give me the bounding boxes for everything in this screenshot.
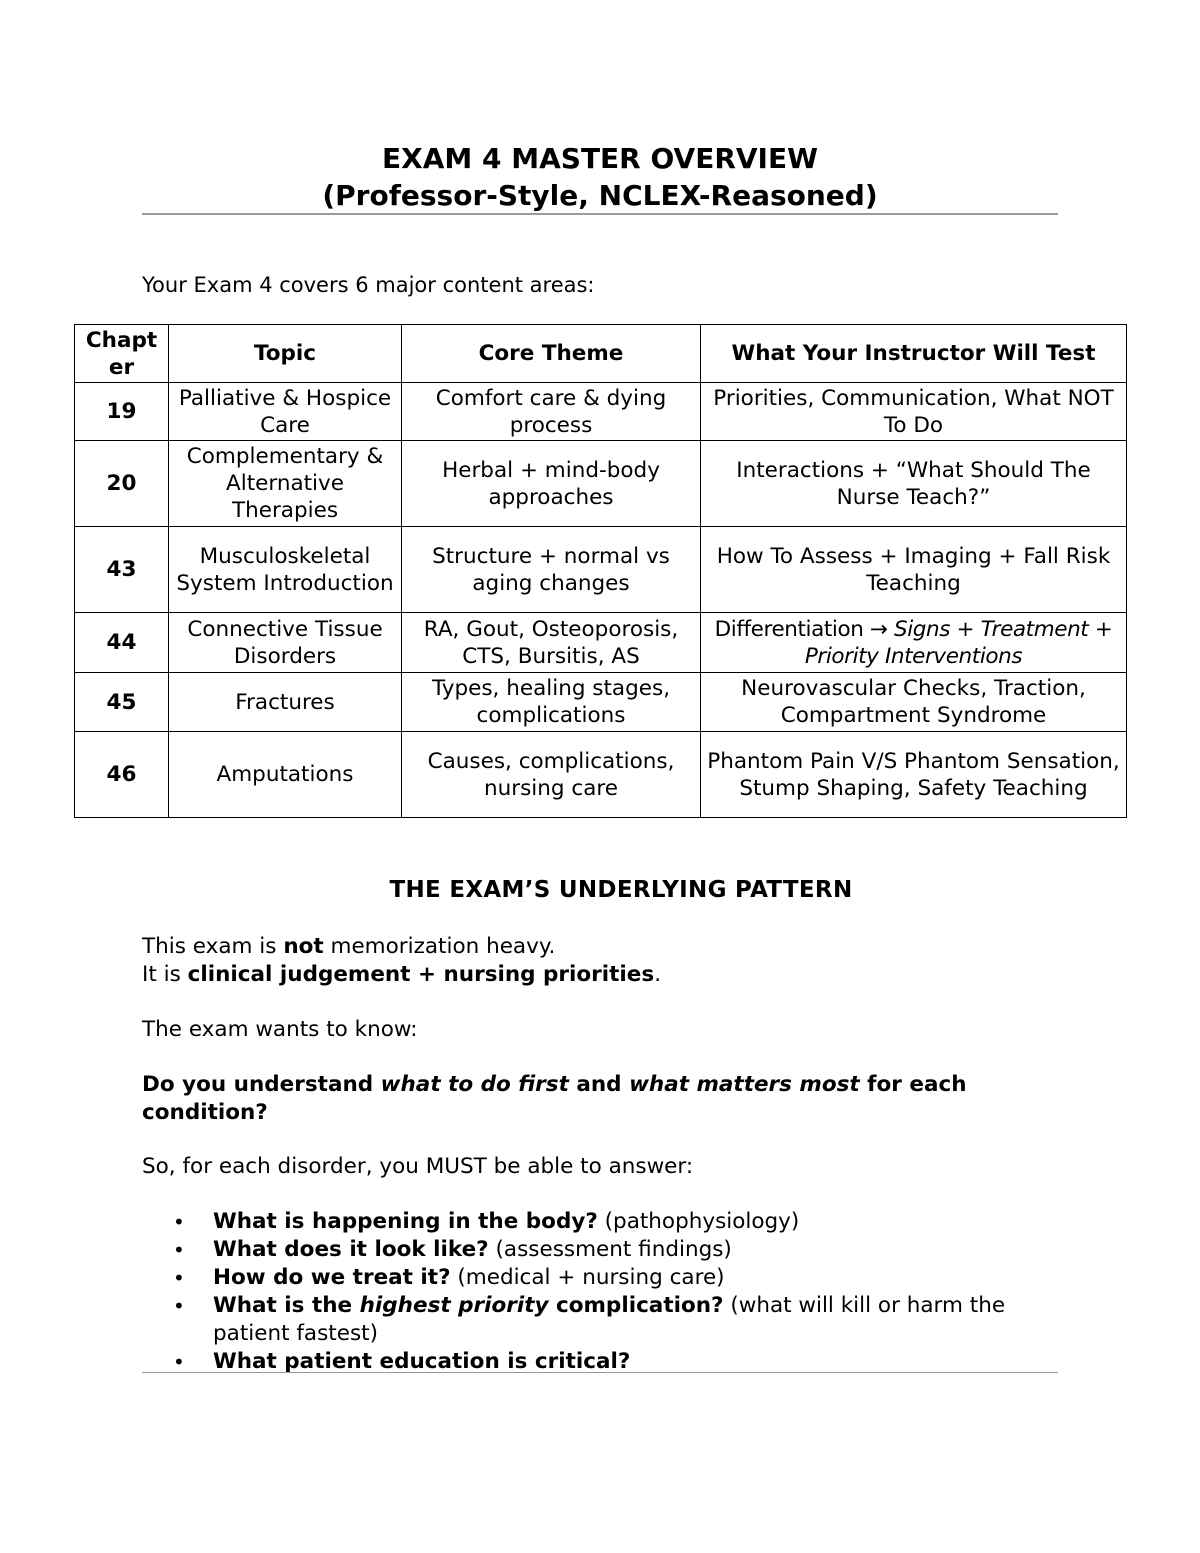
line-2-pre: It is	[142, 962, 188, 987]
must-answer-text: So, for each disorder, you MUST be able to answer:	[142, 1154, 694, 1179]
list-item	[142, 1264, 1058, 1292]
instructor-test-cell: Phantom Pain V/S Phantom Sensation, Stump Shaping, Safety Teaching	[701, 732, 1127, 818]
line-2-post: .	[654, 962, 662, 987]
instructor-test-cell: Neurovascular Checks, Traction, Compartment Syndrome	[701, 673, 1127, 732]
question-part-4: what matters most	[629, 1072, 860, 1097]
bullet-rest: (what will kill or harm the patient fastest)	[213, 1293, 1006, 1346]
chapter-cell: 19	[75, 383, 169, 441]
bullet-bold-pre: What is the	[213, 1293, 360, 1318]
table-header-row	[75, 325, 1127, 383]
bullet: •	[173, 1210, 185, 1234]
core-theme-cell: Causes, complications, nursing care	[402, 732, 701, 818]
bullet: •	[173, 1350, 185, 1374]
list-item	[142, 1236, 1058, 1264]
line-1-post: memorization heavy.	[323, 934, 556, 959]
topic-cell: Amputations	[169, 732, 402, 818]
chapter-cell: 46	[75, 732, 169, 818]
header-chapter: Chapter	[75, 325, 169, 383]
title-underline	[142, 213, 1058, 215]
header-core-theme: Core Theme	[402, 325, 701, 383]
bullet: •	[173, 1238, 185, 1262]
header-instructor-test: What Your Instructor Will Test	[701, 325, 1127, 383]
test-lead: Differentiation →	[714, 616, 894, 642]
instructor-test-cell	[701, 613, 1127, 673]
bullet-rest: (pathophysiology)	[597, 1209, 800, 1234]
topic-cell: Connective Tissue Disorders	[169, 613, 402, 673]
bullet-rest: (assessment findings)	[488, 1237, 732, 1262]
question-part-1: Do you understand	[142, 1072, 381, 1097]
bullet-bold-post: complication?	[548, 1293, 724, 1318]
bullet-bold: How do we treat it?	[213, 1265, 451, 1290]
table-row	[75, 613, 1127, 673]
bullet-bold-italic: highest priority	[359, 1293, 549, 1318]
table-row	[75, 673, 1127, 732]
instructor-test-cell: Priorities, Communication, What NOT To Do	[701, 383, 1127, 441]
instructor-test-cell: Interactions + “What Should The Nurse Teach?”	[701, 441, 1127, 527]
core-theme-cell: Comfort care & dying process	[402, 383, 701, 441]
question-part-5: for each condition?	[142, 1072, 967, 1125]
bullet: •	[173, 1294, 185, 1318]
bullet-rest: (medical + nursing care)	[450, 1265, 725, 1290]
bullet-bold: What is happening in the body?	[213, 1209, 598, 1234]
question-part-2: what to do first	[380, 1072, 569, 1097]
header-topic: Topic	[169, 325, 402, 383]
test-plus-2: +	[1088, 616, 1113, 642]
content-areas-table	[74, 324, 1127, 818]
answer-checklist	[142, 1208, 1058, 1376]
bullet-bold: What patient education is critical?	[213, 1349, 631, 1374]
instructor-test-cell: How To Assess + Imaging + Fall Risk Teaching	[701, 527, 1127, 613]
document-title	[142, 140, 1058, 214]
test-plus-1: +	[950, 616, 981, 642]
chapter-cell: 43	[75, 527, 169, 613]
test-treatment: Treatment	[980, 616, 1089, 642]
table-row	[75, 383, 1127, 441]
table-row	[75, 527, 1127, 613]
pattern-line-1	[142, 933, 1072, 961]
test-priority-interventions: Priority Interventions	[804, 643, 1023, 669]
line-2-bold: clinical judgement + nursing priorities	[187, 962, 655, 987]
chapter-cell: 20	[75, 441, 169, 527]
core-theme-cell: Structure + normal vs aging changes	[402, 527, 701, 613]
line-1-bold: not	[283, 934, 324, 959]
bullet: •	[173, 1266, 185, 1290]
intro-text: Your Exam 4 covers 6 major content areas:	[142, 273, 595, 297]
topic-cell: Complementary & Alternative Therapies	[169, 441, 402, 527]
pattern-line-2	[142, 961, 1072, 989]
topic-cell: Musculoskeletal System Introduction	[169, 527, 402, 613]
list-item	[142, 1292, 1058, 1348]
pattern-heading: THE EXAM’S UNDERLYING PATTERN	[389, 877, 853, 903]
bullet-bold: What does it look like?	[213, 1237, 489, 1262]
topic-cell: Fractures	[169, 673, 402, 732]
core-theme-cell: Herbal + mind-body approaches	[402, 441, 701, 527]
title-line-1: EXAM 4 MASTER OVERVIEW	[382, 142, 818, 175]
wants-text: The exam wants to know:	[142, 1017, 418, 1042]
table-row	[75, 441, 1127, 527]
line-1-pre: This exam is	[142, 934, 284, 959]
title-line-2: (Professor-Style, NCLEX-Reasoned)	[322, 179, 878, 212]
question-part-3: and	[568, 1072, 630, 1097]
core-theme-cell: RA, Gout, Osteoporosis, CTS, Bursitis, AS	[402, 613, 701, 673]
test-signs: Signs	[893, 616, 951, 642]
core-theme-cell: Types, healing stages, complications	[402, 673, 701, 732]
chapter-cell: 44	[75, 613, 169, 673]
key-question	[142, 1071, 1052, 1127]
chapter-cell: 45	[75, 673, 169, 732]
bottom-rule	[142, 1372, 1058, 1373]
table-row	[75, 732, 1127, 818]
list-item	[142, 1208, 1058, 1236]
topic-cell: Palliative & Hospice Care	[169, 383, 402, 441]
